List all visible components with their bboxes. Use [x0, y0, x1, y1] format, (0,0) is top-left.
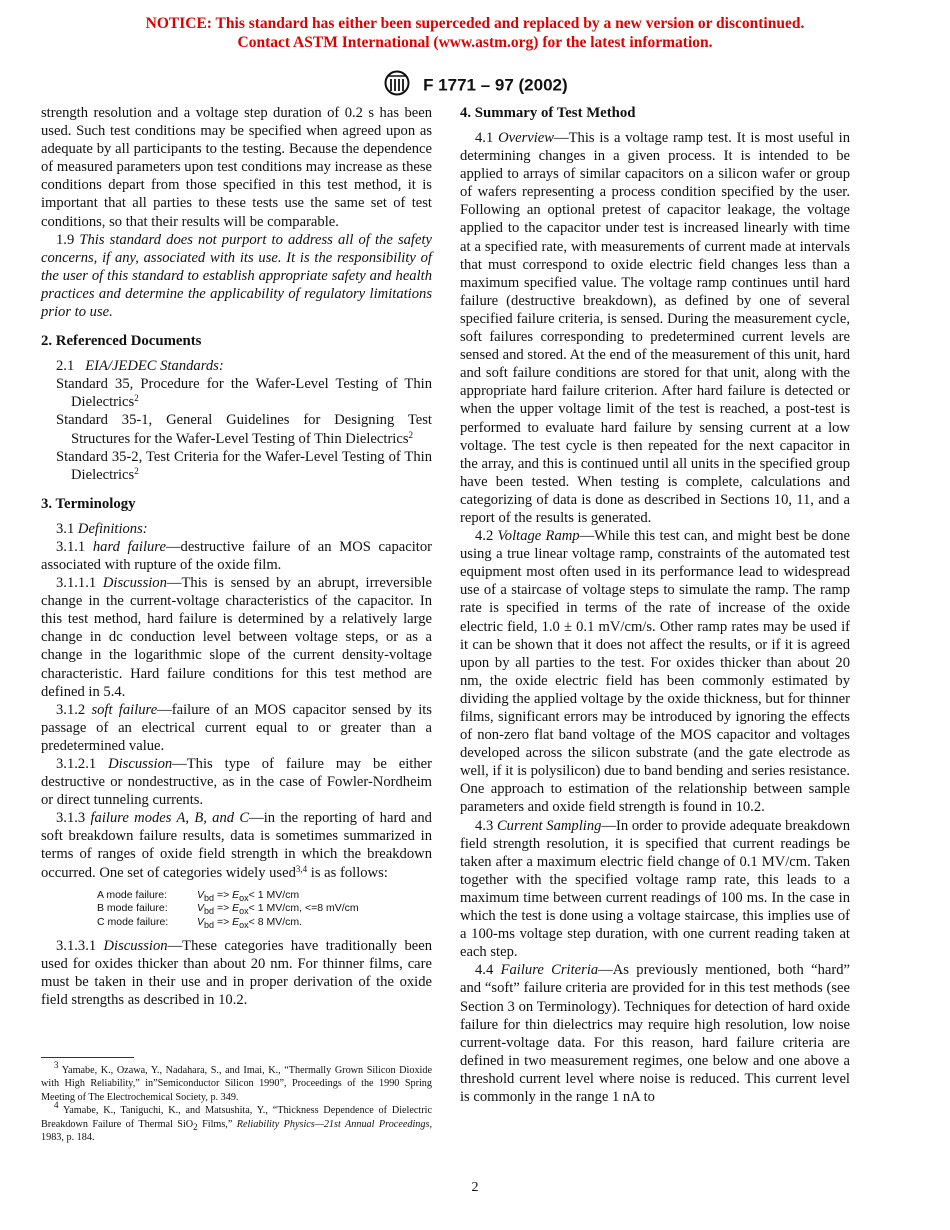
paragraph-continued: strength resolution and a voltage step duration of 0.2 s has been used. Such test conditions may be specified when agreed upon as adequate by all participants to the testing. Because the dependence of measured parameters upon test conditions may increase as these conditions depart from those specified in this test method, it is important that all parties to these tests use the same set of test conditions, so that their results will be comparable.	[41, 105, 432, 230]
reference-standard-35: Standard 35, Procedure for the Wafer-Level Testing of Thin Dielectrics$^2$	[56, 376, 432, 411]
page-number: 2	[471, 1180, 479, 1195]
paragraph-3-1: 3.1 Definitions:	[56, 520, 148, 537]
section-4-heading: 4. Summary of Test Method	[460, 105, 636, 121]
reference-standard-35-2: Standard 35-2, Test Criteria for the Wafer-Level Testing of Thin Dielectrics$^2$	[56, 448, 432, 483]
failure-mode-row: C mode failure: $V_{bd} => E_{ox}< 8$ MV/cm.	[97, 915, 303, 930]
right-column	[460, 104, 850, 1106]
failure-mode-row: B mode failure: $V_{bd} => E_{ox}< 1$ MV/cm, <=8 mV/cm	[97, 902, 359, 917]
paragraph-4-1: 4.1 Overview—This is a voltage ramp test. It is most useful in determining changes in a given process. It is intended to be applied to arrays of similar capacitors on a silicon wafer or group of wafers representing a process condition specified by the user. Following an optional pretest of capacitor leakage, the voltage applied to the capacitor under test is increased linearly with time at a specified rate, with measurements of current made at intervals that must correspond to oxide electric field changes less than a maximum specified value. The voltage ramp continues until hard failure (destructive breakdown), as defined by one of several specified failure criteria, is sensed. During the measurement cycle, soft failures corresponding to predetermined current levels are sensed and stored. At the end of the measurement of this unit, hard and soft failure conditions are stored for that unit, along with the appropriate hard failure criterion. After hard failure is detected or when the upper voltage limit of the test is reached, a post-test is performed to evaluate hard failure by sensing current at a low voltage. The test cycle is then repeated for the next capacitor in the array, and this is continued until all units in the specified group have been tested. When testing is complete, calculations and categorizing of data is done as described in Sections 10, 11, and a report of the results is generated.	[460, 130, 850, 526]
page-header	[0, 70, 950, 101]
section-3-heading: 3. Terminology	[41, 495, 136, 512]
paragraph-3-1-1-1: 3.1.1.1 Discussion—This is sensed by an abrupt, irreversible change in the current-voltage characteristics of the capacitor. In this test method, hard failure is determined by a relatively large change in dc conduction level between voltage steps, or as a change in the logarithmic slope of the current density-voltage characteristic. Hard failure conditions for this test method are defined in 5.4.	[41, 575, 432, 700]
paragraph-3-1-2: 3.1.2 soft failure—failure of an MOS capacitor sensed by its passage of an electrical current equal to or greater than a predetermined value.	[41, 701, 432, 754]
notice-banner	[0, 14, 950, 52]
footnote-divider	[41, 1057, 134, 1058]
notice-line-2: Contact ASTM International (www.astm.org) for the latest information.	[237, 34, 713, 51]
designation: F 1771 – 97 (2002)	[423, 75, 568, 95]
failure-modes-list	[97, 889, 432, 930]
notice-line-1: NOTICE: This standard has either been superceded and replaced by a new version or discontinued.	[145, 15, 805, 32]
paragraph-3-1-2-1: 3.1.2.1 Discussion—This type of failure may be either destructive or nondestructive, as in the case of Fowler-Nordheim or direct tunneling currents.	[41, 756, 432, 809]
section-2-heading: 2. Referenced Documents	[41, 333, 202, 350]
reference-standard-35-1: Standard 35-1, General Guidelines for Designing Test Structures for the Wafer-Level Testing of Thin Dielectrics$^2$	[56, 412, 432, 447]
footnotes	[41, 1060, 432, 1144]
footnote-4: $^4$ Yamabe, K., Taniguchi, K., and Matsushita, Y., “Thickness Dependence of Dielectric Breakdown Failure of Thermal SiO$_2$ Films,” Reliability Physics—21st Annual Proceedings, 1983, p. 184.	[41, 1100, 432, 1144]
failure-mode-row: A mode failure: $V_{bd} => E_{ox}< 1$ MV/cm	[97, 888, 300, 903]
paragraph-3-1-1: 3.1.1 hard failure—destructive failure of an MOS capacitor associated with rupture of the oxide film.	[41, 538, 432, 573]
astm-logo-icon	[382, 70, 412, 101]
paragraph-3-1-3-1: 3.1.3.1 Discussion—These categories have traditionally been used for oxides thicker than about 20 nm. For thinner films, care must be taken in their use and in proper derivation of the oxide field strengths as described in 10.2.	[41, 938, 432, 1009]
footnote-3: $^3$ Yamabe, K., Ozawa, Y., Nadahara, S., and Imai, K., “Thermally Grown Silicon Dioxide with High Reliability,” in”Semiconductor Silicon 1990”, Proceedings of the 1990 Spring Meeting of The Electrochemical Society, p. 349.	[41, 1060, 432, 1103]
paragraph-4-2: 4.2 Voltage Ramp—While this test can, and might best be done using a true linear voltage ramp, constraints of the automated test equipment most often used in its performance lead to widespread use of a staircase of voltage steps to simulate the ramp. The ramp rate is specified in terms of the rate of increase of the oxide electric field, 1.0 ± 0.1 mV/cm/s. Other ramp rates may be used if it can be shown that it does not affect the results, or if it is agreed upon by all parties to the test. For oxides thicker than about 20 nm, the oxide electric field has been commonly estimated by dividing the applied voltage by the oxide thickness, but for thinner films, significant errors may be introduced by ignoring the effects of non-zero flat band voltage of the MOS capacitor and voltages developed across the silicon substrate (and the gate electrode as well, if it is polysilicon) due to band bending and series resistance. One approach to estimation of the relationship between sample parameters and oxide field strength is found in 10.2.	[460, 528, 850, 816]
paragraph-3-1-3: 3.1.3 failure modes A, B, and C—in the reporting of hard and soft breakdown failure results, data is sometimes summarized in terms of ranges of oxide field strength in which the breakdown occurred. One set of categories widely used$^{3,4}$ is as follows:	[41, 810, 432, 881]
paragraph-2-1: 2.1 EIA/JEDEC Standards:	[56, 358, 224, 375]
paragraph-1-9: 1.9 This standard does not purport to address all of the safety concerns, if any, associated with its use. It is the responsibility of the user of this standard to establish appropriate safety and health practices and determine the applicability of regulatory limitations prior to use.	[41, 231, 432, 321]
paragraph-4-4: 4.4 Failure Criteria—As previously mentioned, both “hard” and “soft” failure criteria are provided for in this test methods (see Section 3 on Terminology). Techniques for detection of hard oxide failure for thin dielectrics may require high resolution, low noise current-voltage data. For this reason, hard failure criteria are defined in two measurement regimes, one below and one above a threshold current level where noise is reduced. This current level is commonly in the range 1 nA to	[460, 962, 850, 1105]
left-column	[41, 104, 432, 1010]
paragraph-4-3: 4.3 Current Sampling—In order to provide adequate breakdown field strength resolution, it is specified that current readings be taken after a maximum electric field change of 0.1 MV/cm. Taken together with the specified voltage ramp rate, this leads to a maximum time between current readings of 100 ms. In the case in which the test is done using a voltage staircase, this implies use of a 100-ms voltage step duration, with one current reading taken at each step.	[460, 817, 850, 961]
